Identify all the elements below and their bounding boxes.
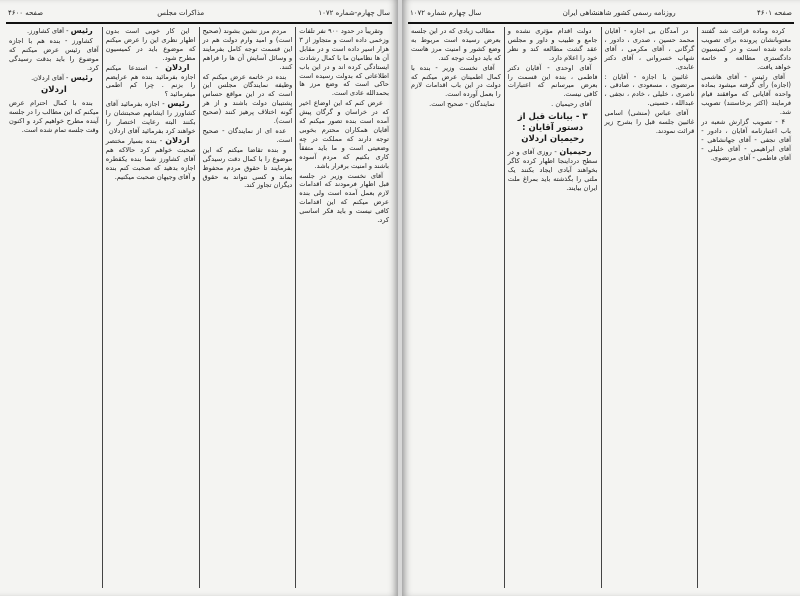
section-heading: اردلان [40, 85, 67, 96]
paragraph-text: وتقریباً در حدود ۹۰۰ نفر تلفات وزخمی داده است و متجاوز از ۳ هزار اسیر داده است و در مقابل آن ها نظامیان ما با کمال رشادت ایستادگی کرده اند و در این باب اطلاعاتی که بدولت رسیده است حاکی است که وضع مرز ها بحمدالله عادی است. [299, 27, 389, 98]
paragraph-text: مردم مرز نشین بشوند (صحیح است) و امید وارم دولت هم در این قسمت توجه کامل بفرمایند و وسائل آسایش آن ها را فراهم کنند. [202, 27, 293, 71]
paragraph [605, 73, 695, 109]
paragraph [701, 118, 791, 163]
paragraph-text: - روزی آقای و در سطح درداینجا اظهار کرده کاگر بخواهند آبادی ایجاد بکنند یک ملتی را بگذشته باید بمراغ ملت ایران بیایند. [507, 148, 598, 192]
paragraph [508, 148, 598, 193]
paragraph-text: آقای نخست وزیر در جلسه قبل اظهار فرمودند که اقدامات لازم بعمل آمده است ولی بنده عرض میکنم که این اقدامات کافی نیست و باید فکر اساسی کرد. [299, 171, 389, 225]
section-heading: ۳ - بیانات قبل از دستور آقایان : رحیمیان اردلان [517, 112, 588, 145]
paragraph-text: - بنده بسیار مختصر صحبت خواهم کرد حالاکه هم آقای کشاورز شما بنده یکقطره اجازه بدهید که صحبت کنم بنده و آقای وجیهان صحبت میکنیم. [105, 136, 196, 181]
newspaper-title: روزنامه رسمی کشور شاهنشاهی ایران [562, 9, 676, 17]
paragraph [106, 137, 196, 182]
text-column [408, 27, 504, 588]
paragraph [203, 127, 293, 145]
paragraph [203, 27, 293, 72]
speaker-name: رئیس [167, 99, 190, 109]
paragraph [106, 27, 196, 63]
paragraph-text: و بنده تقاضا میکنم که این موضوع را با کمال دقت رسیدگی بفرمایند تا حقوق مردم محفوظ بماند و کسی نتواند به حقوق دیگران تجاوز کند. [202, 145, 293, 190]
speaker-name: رئیس [70, 72, 93, 82]
paragraph [106, 100, 196, 136]
paragraph-text: بنده در خاتمه عرض میکنم که وظیفه نمایندگان مجلس این است که در این مواقع حساس پشتیبان دولت باشند و از هر گونه اختلاف پرهیز کنند (صحیح است). [202, 72, 293, 126]
right-page-header [410, 6, 792, 20]
paragraph-text: کرده وماده قرائت شد گفتند معتوبانشان پرونده برای تصویب داده شده است و در کمیسیون دادگستری مطالعه و خاتمه خواهد یافت. [701, 27, 791, 71]
speaker-name: اردلان [165, 62, 190, 72]
paragraph-text: بنده با کمال احترام عرض میکنم که این مطالب را در جلسه آینده مطرح خواهیم کرد و اکنون وقت جلسه تمام شده است. [9, 99, 99, 135]
paragraph-text: آقای رحیمیان . [551, 100, 592, 109]
left-page-columns [6, 27, 392, 588]
paragraph [411, 27, 501, 63]
text-column [295, 27, 392, 588]
paragraph-text: غائبین با اجازه - آقایان : مرتضوی ، مسعودی ، صادقی ، ناصری ، خلیلی ، خادم ، نجفی ، عبدالله ، حسینی. [604, 72, 695, 108]
text-column [697, 27, 794, 588]
header-rule [408, 22, 794, 24]
speaker-name: رحیمیان [559, 147, 592, 157]
paragraph-text: آقای عباس (منشی) اسامی غائبین جلسه قبل را بشرح زیر قرائت نمودند. [604, 109, 695, 135]
paragraph [411, 100, 501, 109]
speaker-name: اردلان [165, 135, 190, 145]
paragraph [9, 37, 99, 73]
paragraph-text: عرض کنم که این اوضاع اخیر که در خراسان و گرگان پیش آمده است بنده تصور میکنم که آقایان همکاران محترم بخوبی توجه دارند که مملکت در چه وضعیتی است و ما باید متفقاً کاری بکنیم که مردم آسوده باشند و امنیت برقرار باشد. [299, 99, 389, 170]
paragraph-text: مطالب زیادی که در این جلسه بعرض رسیده است مربوط به وضع کشور و امنیت مرز هاست که باید دولت توجه کند. [411, 27, 501, 62]
paragraph [203, 73, 293, 126]
text-column [199, 27, 296, 588]
right-page [402, 0, 800, 596]
paragraph-text: - آقای کشاورز. [27, 27, 69, 35]
speaker-name: رئیس [70, 27, 93, 35]
paragraph [508, 64, 598, 100]
text-column [601, 27, 698, 588]
paragraph [9, 27, 99, 36]
page-number: صفحه ۴۶۰۱ [756, 9, 792, 17]
text-column [6, 27, 102, 588]
header-rule [6, 22, 392, 24]
paragraph-text: نمایندگان - صحیح است. [429, 100, 495, 109]
section-title: مذاکرات مجلس [157, 9, 205, 17]
paragraph-text: آقای رئیس - آقای هاشمی (اجازه) رأی گرفته میشود بماده واحده آقایانی که موافقند قیام فرمایند (اکثر برخاستند) تصویب شد. [701, 72, 791, 117]
paragraph [605, 27, 695, 72]
issue-number: سال چهارم شماره ۱۰۷۲ [410, 9, 482, 17]
paragraph-text: عده ای از نمایندگان - صحیح است. [202, 126, 293, 144]
page-number: صفحه ۴۶۰۰ [8, 9, 44, 17]
right-page-columns [408, 27, 794, 588]
paragraph [508, 27, 598, 63]
issue-number: سال چهارم-شماره ۱۰۷۲ [318, 9, 390, 17]
paragraph-text: آقای نخست وزیر - بنده با کمال اطمینان عرض میکنم که دولت در این باب اقدامات لازم را بعمل آورده است. [411, 63, 501, 99]
paragraph [106, 64, 196, 100]
paragraph-text: دولت اقدام مؤثری نشده و جامع و طبیب و داور و مجلس عقد گشت مطالعه کند و نظر خود را اعلام دارد. [507, 27, 598, 62]
paragraph [508, 100, 598, 109]
left-page [0, 0, 398, 596]
paragraph [299, 172, 389, 225]
paragraph [299, 99, 389, 170]
left-page-header [8, 6, 390, 20]
text-column [102, 27, 199, 588]
paragraph [9, 99, 99, 135]
text-column [504, 27, 601, 588]
paragraph [605, 109, 695, 136]
paragraph-text: - آقای اردلان. [31, 73, 69, 82]
paragraph [9, 74, 99, 83]
paragraph [701, 27, 791, 72]
paragraph-text: ۴ - تصویب گزارش شعبه در باب اعتبارنامه آقایان ، دادور - آقای نجفی - آقای جهانشاهی - آقای ابراهیمی - آقای خلیلی - آقای فاطمی - آقای مرتضوی. [701, 118, 791, 162]
paragraph-text: در آمدگان بی اجازه - آقایان محمد حسین ، صدری ، دادور ، گرگانی ، آقای مکرمی ، آقای شهاب خسروانی ، آقای دکتر عابدی. [604, 27, 695, 71]
paragraph [411, 64, 501, 100]
paragraph [203, 146, 293, 191]
paragraph [299, 27, 389, 98]
paragraph-text: آقای اوحدی - آقایان دکتر فاطمی ، بنده این قسمت را بعرض میرسانم که اعتبارات کافی نیست. [507, 63, 598, 99]
paragraph-text: - استدعا میکنم اجازه بفرمائید بنده هم عرایضم را بزنم . چرا کم اطمی میفرمائید ؟ [105, 63, 196, 99]
paragraph-text: این کار خوبی است بدون اظهار نظری این را عرض میکنم که موضوع باید در کمیسیون مطرح شود. [105, 27, 196, 62]
paragraph [701, 73, 791, 118]
paragraph-text: - اجازه بفرمائید آقای کشاورز را ایشانهم صحبتشان را بکنند البته رعایت اختصار را خواهند کرد بفرمائید آقای اردلان [105, 100, 196, 135]
paragraph-text: کشاورز - بنده هم با اجازه آقای رئیس عرض میکنم که موضوع را باید بدقت رسیدگی کرد. [9, 36, 99, 72]
